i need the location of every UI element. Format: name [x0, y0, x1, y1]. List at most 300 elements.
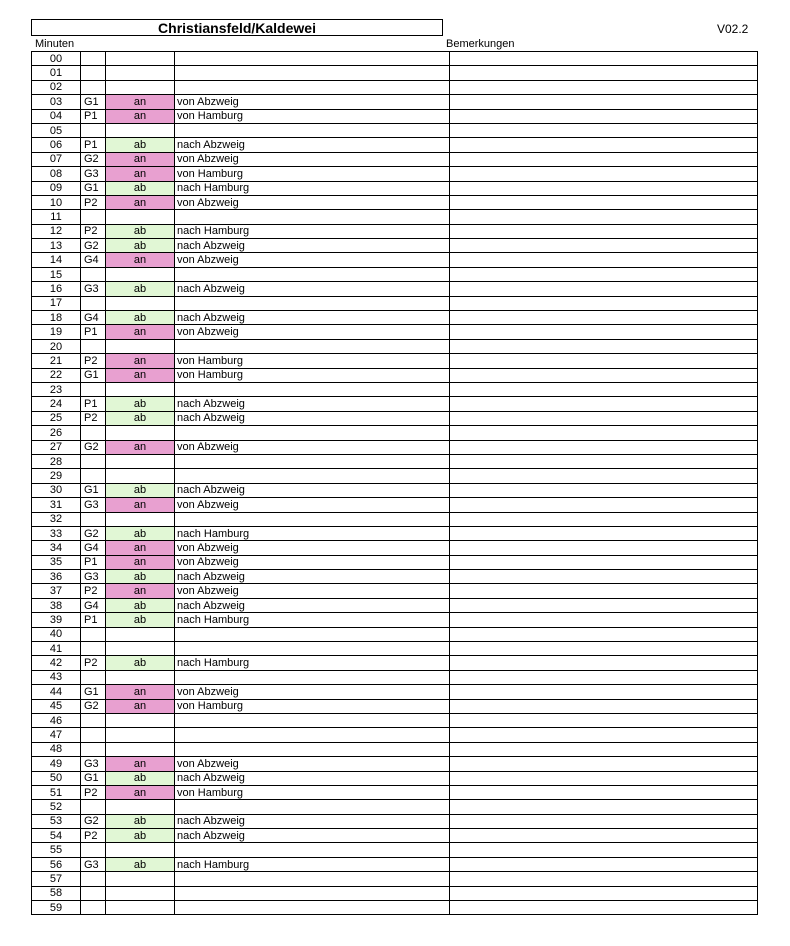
- direction-cell: an: [106, 555, 175, 569]
- remarks-cell: [450, 52, 758, 66]
- minute-cell: 03: [32, 95, 81, 109]
- train-cell: P2: [81, 195, 106, 209]
- remarks-cell: [450, 512, 758, 526]
- train-cell: G2: [81, 239, 106, 253]
- page-title: Christiansfeld/Kaldewei: [31, 19, 443, 36]
- remarks-cell: [450, 181, 758, 195]
- destination-cell: [175, 886, 450, 900]
- minute-cell: 32: [32, 512, 81, 526]
- direction-cell: [106, 728, 175, 742]
- remarks-cell: [450, 469, 758, 483]
- remarks-cell: [450, 267, 758, 281]
- destination-cell: [175, 713, 450, 727]
- remarks-cell: [450, 843, 758, 857]
- remarks-cell: [450, 613, 758, 627]
- minute-cell: 10: [32, 195, 81, 209]
- table-row: [32, 498, 758, 512]
- table-row: [32, 167, 758, 181]
- train-cell: [81, 512, 106, 526]
- train-cell: [81, 642, 106, 656]
- destination-cell: von Abzweig: [175, 541, 450, 555]
- minute-cell: 08: [32, 167, 81, 181]
- direction-cell: ab: [106, 857, 175, 871]
- minute-cell: 35: [32, 555, 81, 569]
- remarks-cell: [450, 642, 758, 656]
- table-row: [32, 742, 758, 756]
- direction-cell: ab: [106, 224, 175, 238]
- minute-cell: 51: [32, 785, 81, 799]
- table-row: [32, 325, 758, 339]
- direction-cell: [106, 627, 175, 641]
- table-row: [32, 397, 758, 411]
- direction-cell: ab: [106, 483, 175, 497]
- table-row: [32, 685, 758, 699]
- destination-cell: [175, 80, 450, 94]
- table-row: [32, 713, 758, 727]
- table-row: [32, 66, 758, 80]
- remarks-cell: [450, 411, 758, 425]
- direction-cell: ab: [106, 181, 175, 195]
- table-row: [32, 829, 758, 843]
- table-row: [32, 728, 758, 742]
- table-row: [32, 354, 758, 368]
- direction-cell: an: [106, 584, 175, 598]
- destination-cell: von Abzweig: [175, 95, 450, 109]
- direction-cell: [106, 713, 175, 727]
- direction-cell: [106, 800, 175, 814]
- destination-cell: von Abzweig: [175, 685, 450, 699]
- train-cell: G1: [81, 181, 106, 195]
- remarks-cell: [450, 325, 758, 339]
- table-row: [32, 123, 758, 137]
- direction-cell: ab: [106, 656, 175, 670]
- train-cell: [81, 52, 106, 66]
- train-cell: P2: [81, 785, 106, 799]
- destination-cell: [175, 66, 450, 80]
- minute-cell: 45: [32, 699, 81, 713]
- train-cell: G3: [81, 857, 106, 871]
- table-row: [32, 253, 758, 267]
- minute-cell: 06: [32, 138, 81, 152]
- minute-cell: 21: [32, 354, 81, 368]
- direction-cell: [106, 210, 175, 224]
- direction-cell: ab: [106, 311, 175, 325]
- train-cell: [81, 469, 106, 483]
- remarks-cell: [450, 339, 758, 353]
- train-cell: G3: [81, 498, 106, 512]
- train-cell: P2: [81, 584, 106, 598]
- minute-cell: 49: [32, 757, 81, 771]
- minute-cell: 58: [32, 886, 81, 900]
- table-row: [32, 282, 758, 296]
- destination-cell: [175, 901, 450, 915]
- train-cell: G3: [81, 282, 106, 296]
- schedule-table: [31, 51, 758, 915]
- minute-cell: 41: [32, 642, 81, 656]
- train-cell: G1: [81, 368, 106, 382]
- direction-cell: [106, 296, 175, 310]
- table-row: [32, 757, 758, 771]
- remarks-cell: [450, 95, 758, 109]
- destination-cell: [175, 642, 450, 656]
- remarks-cell: [450, 123, 758, 137]
- minute-cell: 16: [32, 282, 81, 296]
- destination-cell: nach Abzweig: [175, 239, 450, 253]
- remarks-cell: [450, 872, 758, 886]
- destination-cell: von Hamburg: [175, 167, 450, 181]
- remarks-cell: [450, 728, 758, 742]
- destination-cell: nach Abzweig: [175, 483, 450, 497]
- direction-cell: [106, 469, 175, 483]
- table-row: [32, 311, 758, 325]
- remarks-cell: [450, 152, 758, 166]
- direction-cell: [106, 123, 175, 137]
- destination-cell: von Hamburg: [175, 354, 450, 368]
- table-row: [32, 843, 758, 857]
- minute-cell: 13: [32, 239, 81, 253]
- direction-cell: ab: [106, 397, 175, 411]
- remarks-cell: [450, 426, 758, 440]
- destination-cell: von Hamburg: [175, 368, 450, 382]
- direction-cell: [106, 642, 175, 656]
- remarks-cell: [450, 498, 758, 512]
- minute-cell: 47: [32, 728, 81, 742]
- remarks-cell: [450, 785, 758, 799]
- destination-cell: [175, 742, 450, 756]
- direction-cell: [106, 670, 175, 684]
- remarks-cell: [450, 526, 758, 540]
- direction-cell: ab: [106, 771, 175, 785]
- remarks-cell: [450, 239, 758, 253]
- train-cell: [81, 426, 106, 440]
- table-row: [32, 613, 758, 627]
- destination-cell: von Abzweig: [175, 325, 450, 339]
- remarks-cell: [450, 195, 758, 209]
- table-row: [32, 598, 758, 612]
- destination-cell: nach Abzweig: [175, 570, 450, 584]
- remarks-column-header: Bemerkungen: [446, 38, 515, 50]
- minute-cell: 33: [32, 526, 81, 540]
- train-cell: G1: [81, 95, 106, 109]
- train-cell: G2: [81, 526, 106, 540]
- minute-cell: 22: [32, 368, 81, 382]
- direction-cell: [106, 66, 175, 80]
- table-row: [32, 138, 758, 152]
- remarks-cell: [450, 167, 758, 181]
- table-row: [32, 857, 758, 871]
- table-row: [32, 512, 758, 526]
- direction-cell: [106, 886, 175, 900]
- remarks-cell: [450, 454, 758, 468]
- direction-cell: an: [106, 95, 175, 109]
- minute-cell: 42: [32, 656, 81, 670]
- destination-cell: von Abzweig: [175, 152, 450, 166]
- table-row: [32, 152, 758, 166]
- remarks-cell: [450, 670, 758, 684]
- train-cell: [81, 66, 106, 80]
- table-row: [32, 886, 758, 900]
- minute-cell: 52: [32, 800, 81, 814]
- remarks-cell: [450, 382, 758, 396]
- minute-cell: 09: [32, 181, 81, 195]
- train-cell: P1: [81, 109, 106, 123]
- remarks-cell: [450, 656, 758, 670]
- destination-cell: nach Abzweig: [175, 411, 450, 425]
- table-row: [32, 210, 758, 224]
- table-row: [32, 584, 758, 598]
- remarks-cell: [450, 354, 758, 368]
- train-cell: G2: [81, 699, 106, 713]
- train-cell: P2: [81, 829, 106, 843]
- remarks-cell: [450, 814, 758, 828]
- minute-cell: 59: [32, 901, 81, 915]
- direction-cell: an: [106, 440, 175, 454]
- destination-cell: [175, 296, 450, 310]
- table-row: [32, 656, 758, 670]
- destination-cell: nach Hamburg: [175, 526, 450, 540]
- schedule-body: [32, 52, 758, 915]
- train-cell: [81, 843, 106, 857]
- minute-cell: 36: [32, 570, 81, 584]
- destination-cell: [175, 843, 450, 857]
- destination-cell: [175, 210, 450, 224]
- direction-cell: [106, 901, 175, 915]
- table-row: [32, 555, 758, 569]
- minute-cell: 50: [32, 771, 81, 785]
- direction-cell: an: [106, 195, 175, 209]
- train-cell: G1: [81, 771, 106, 785]
- destination-cell: von Abzweig: [175, 555, 450, 569]
- minute-cell: 54: [32, 829, 81, 843]
- minute-cell: 55: [32, 843, 81, 857]
- remarks-cell: [450, 584, 758, 598]
- table-row: [32, 382, 758, 396]
- direction-cell: an: [106, 785, 175, 799]
- minute-cell: 17: [32, 296, 81, 310]
- remarks-cell: [450, 224, 758, 238]
- minute-cell: 53: [32, 814, 81, 828]
- table-row: [32, 368, 758, 382]
- direction-cell: ab: [106, 613, 175, 627]
- train-cell: G3: [81, 570, 106, 584]
- remarks-cell: [450, 771, 758, 785]
- direction-cell: ab: [106, 138, 175, 152]
- destination-cell: von Abzweig: [175, 195, 450, 209]
- destination-cell: von Abzweig: [175, 498, 450, 512]
- destination-cell: nach Abzweig: [175, 282, 450, 296]
- remarks-cell: [450, 397, 758, 411]
- train-cell: [81, 339, 106, 353]
- minute-cell: 23: [32, 382, 81, 396]
- table-row: [32, 872, 758, 886]
- direction-cell: an: [106, 757, 175, 771]
- destination-cell: von Hamburg: [175, 699, 450, 713]
- destination-cell: [175, 512, 450, 526]
- remarks-cell: [450, 66, 758, 80]
- destination-cell: von Abzweig: [175, 757, 450, 771]
- direction-cell: [106, 872, 175, 886]
- train-cell: [81, 267, 106, 281]
- table-row: [32, 339, 758, 353]
- train-cell: P1: [81, 138, 106, 152]
- destination-cell: [175, 670, 450, 684]
- minute-cell: 24: [32, 397, 81, 411]
- train-cell: [81, 382, 106, 396]
- train-cell: [81, 670, 106, 684]
- minute-cell: 02: [32, 80, 81, 94]
- train-cell: [81, 742, 106, 756]
- direction-cell: an: [106, 167, 175, 181]
- table-row: [32, 670, 758, 684]
- train-cell: [81, 80, 106, 94]
- destination-cell: nach Abzweig: [175, 598, 450, 612]
- table-row: [32, 296, 758, 310]
- minute-cell: 34: [32, 541, 81, 555]
- destination-cell: nach Abzweig: [175, 829, 450, 843]
- remarks-cell: [450, 699, 758, 713]
- direction-cell: an: [106, 498, 175, 512]
- minute-cell: 46: [32, 713, 81, 727]
- minute-cell: 26: [32, 426, 81, 440]
- minute-cell: 20: [32, 339, 81, 353]
- direction-cell: ab: [106, 411, 175, 425]
- minute-cell: 44: [32, 685, 81, 699]
- minute-cell: 40: [32, 627, 81, 641]
- destination-cell: [175, 627, 450, 641]
- destination-cell: nach Abzweig: [175, 771, 450, 785]
- destination-cell: von Abzweig: [175, 253, 450, 267]
- train-cell: [81, 872, 106, 886]
- remarks-cell: [450, 757, 758, 771]
- table-row: [32, 224, 758, 238]
- destination-cell: [175, 382, 450, 396]
- destination-cell: nach Abzweig: [175, 138, 450, 152]
- remarks-cell: [450, 570, 758, 584]
- direction-cell: an: [106, 699, 175, 713]
- version-label: V02.2: [717, 22, 749, 36]
- remarks-cell: [450, 713, 758, 727]
- remarks-cell: [450, 440, 758, 454]
- table-row: [32, 239, 758, 253]
- minute-cell: 19: [32, 325, 81, 339]
- train-cell: G3: [81, 757, 106, 771]
- train-cell: P2: [81, 224, 106, 238]
- minute-cell: 01: [32, 66, 81, 80]
- remarks-cell: [450, 80, 758, 94]
- destination-cell: von Hamburg: [175, 109, 450, 123]
- direction-cell: an: [106, 368, 175, 382]
- minute-cell: 12: [32, 224, 81, 238]
- train-cell: [81, 210, 106, 224]
- train-cell: [81, 713, 106, 727]
- direction-cell: an: [106, 541, 175, 555]
- remarks-cell: [450, 901, 758, 915]
- destination-cell: nach Abzweig: [175, 397, 450, 411]
- train-cell: [81, 454, 106, 468]
- minute-cell: 25: [32, 411, 81, 425]
- direction-cell: an: [106, 325, 175, 339]
- direction-cell: ab: [106, 570, 175, 584]
- remarks-cell: [450, 598, 758, 612]
- direction-cell: [106, 742, 175, 756]
- destination-cell: [175, 267, 450, 281]
- table-row: [32, 771, 758, 785]
- direction-cell: [106, 382, 175, 396]
- train-cell: [81, 627, 106, 641]
- remarks-cell: [450, 138, 758, 152]
- destination-cell: [175, 800, 450, 814]
- direction-cell: [106, 267, 175, 281]
- table-row: [32, 800, 758, 814]
- remarks-cell: [450, 109, 758, 123]
- train-cell: G4: [81, 253, 106, 267]
- destination-cell: von Hamburg: [175, 785, 450, 799]
- remarks-cell: [450, 282, 758, 296]
- minute-cell: 28: [32, 454, 81, 468]
- remarks-cell: [450, 368, 758, 382]
- minute-cell: 30: [32, 483, 81, 497]
- direction-cell: ab: [106, 829, 175, 843]
- remarks-cell: [450, 857, 758, 871]
- direction-cell: [106, 843, 175, 857]
- minute-cell: 39: [32, 613, 81, 627]
- table-row: [32, 426, 758, 440]
- direction-cell: [106, 52, 175, 66]
- table-row: [32, 454, 758, 468]
- table-row: [32, 469, 758, 483]
- direction-cell: ab: [106, 814, 175, 828]
- remarks-cell: [450, 541, 758, 555]
- table-row: [32, 570, 758, 584]
- direction-cell: [106, 512, 175, 526]
- table-row: [32, 52, 758, 66]
- destination-cell: nach Abzweig: [175, 814, 450, 828]
- remarks-cell: [450, 555, 758, 569]
- train-cell: [81, 800, 106, 814]
- minute-cell: 04: [32, 109, 81, 123]
- remarks-cell: [450, 685, 758, 699]
- direction-cell: ab: [106, 239, 175, 253]
- remarks-cell: [450, 483, 758, 497]
- train-cell: G2: [81, 440, 106, 454]
- remarks-cell: [450, 742, 758, 756]
- destination-cell: nach Hamburg: [175, 613, 450, 627]
- destination-cell: nach Hamburg: [175, 224, 450, 238]
- table-row: [32, 440, 758, 454]
- direction-cell: [106, 339, 175, 353]
- remarks-cell: [450, 296, 758, 310]
- minute-cell: 29: [32, 469, 81, 483]
- train-cell: G2: [81, 152, 106, 166]
- remarks-cell: [450, 800, 758, 814]
- train-cell: G4: [81, 311, 106, 325]
- table-row: [32, 642, 758, 656]
- train-cell: G1: [81, 685, 106, 699]
- table-row: [32, 814, 758, 828]
- table-row: [32, 411, 758, 425]
- train-cell: G3: [81, 167, 106, 181]
- minute-cell: 00: [32, 52, 81, 66]
- destination-cell: nach Hamburg: [175, 857, 450, 871]
- direction-cell: an: [106, 685, 175, 699]
- minute-cell: 14: [32, 253, 81, 267]
- train-cell: P1: [81, 613, 106, 627]
- minute-cell: 31: [32, 498, 81, 512]
- destination-cell: von Abzweig: [175, 584, 450, 598]
- direction-cell: [106, 454, 175, 468]
- train-cell: P1: [81, 397, 106, 411]
- train-cell: G4: [81, 541, 106, 555]
